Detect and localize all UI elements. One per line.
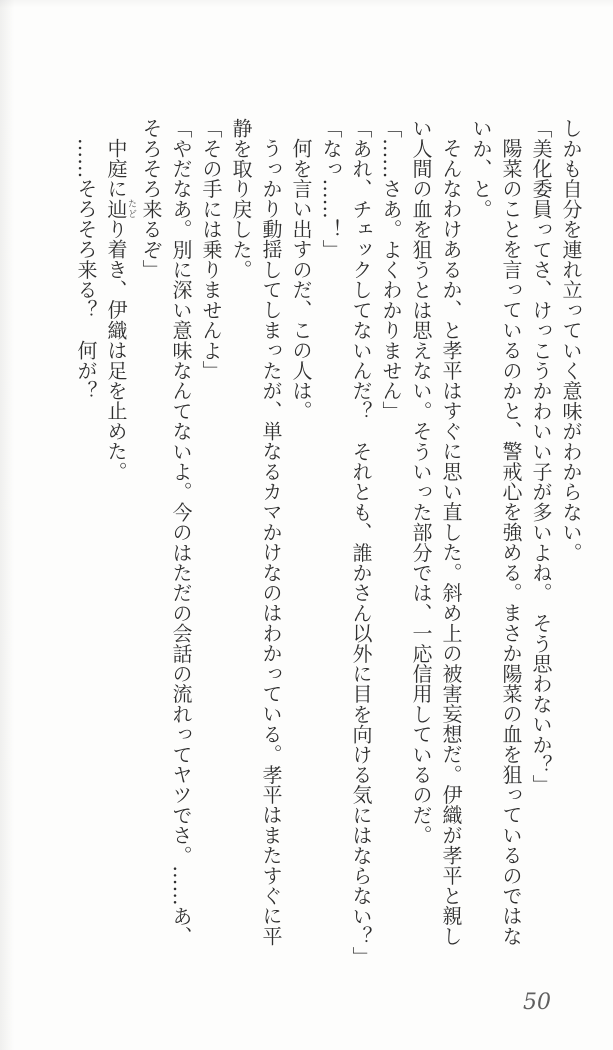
paragraph: 「その手には乗りませんよ」 xyxy=(199,118,223,381)
paragraph: そんなわけあるか、と孝平はすぐに思い直した。斜め上の被害妄想だ。伊織が孝平と親しい人間の血を狙うとは思えない。そういった部分では、一応信用しているのだ。 xyxy=(409,118,463,947)
page-number: 50 xyxy=(523,990,551,1015)
paragraph: うっかり動揺してしまったが、単なるカマかけなのはわかっている。孝平はまたすぐに平静を取り戻した。 xyxy=(229,118,283,946)
paragraph: 何を言い出すのだ、この人は。 xyxy=(289,138,313,421)
scan-edge-shadow xyxy=(0,0,14,1050)
paragraph: ……そろそろ来る？ 何が？ xyxy=(74,138,98,401)
paragraph: 中庭に辿たどり着き、伊織は足を止めた。 xyxy=(104,138,136,482)
scan-edge-shadow-top xyxy=(0,0,613,8)
paragraph: 「……さあ。よくわかりません」 xyxy=(379,118,403,421)
paragraph: 陽菜のことを言っているのかと、警戒心を強める。まさか陽菜の血を狙っているのではないか、と。 xyxy=(469,118,523,946)
paragraph: 「美化委員ってさ、けっこうかわいい子が多いよね。 そう思わないか？」 xyxy=(529,118,553,795)
paragraph: 「なっ……！」 xyxy=(319,118,343,260)
paragraph: 「やだなあ。別に深い意味なんてないよ。今のはただの会話の流れってヤツでさ。……あ、そろそろ来るぞ」 xyxy=(139,118,193,947)
paragraph: しかも自分を連れ立っていく意味がわからない。 xyxy=(559,118,583,563)
ruby-annotation: 辿たど xyxy=(104,198,136,219)
page-text xyxy=(71,118,586,967)
paragraph: 「あれ、チェックしてないんだ？ それとも、誰かさん以外に目を向ける気にはならない？」 xyxy=(349,118,373,967)
